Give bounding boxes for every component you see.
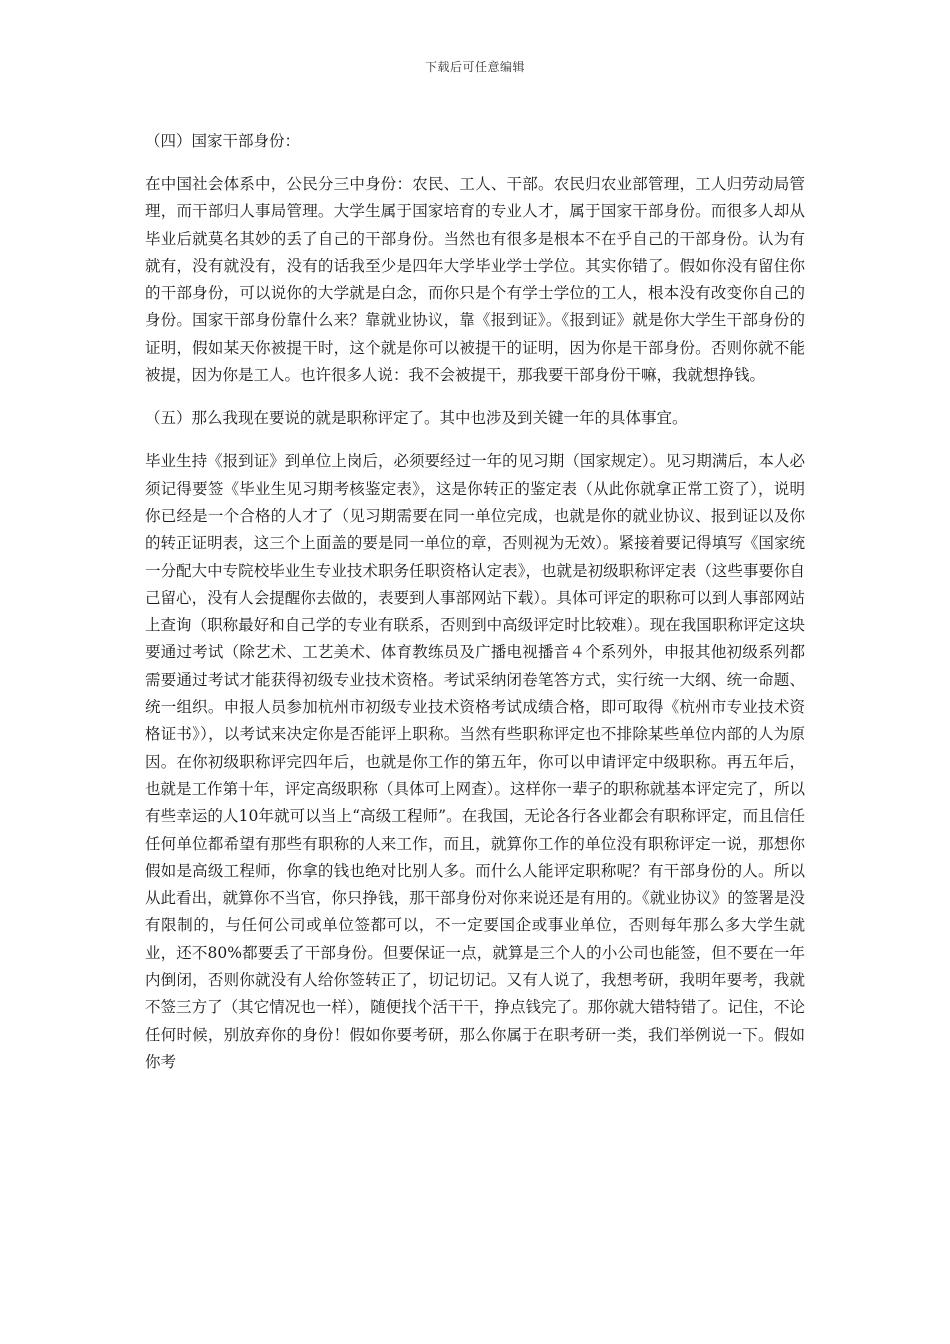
section-heading-5: （五）那么我现在要说的就是职称评定了。其中也涉及到关键一年的具体事宜。 [145, 409, 688, 428]
section-body-5: 毕业生持《报到证》到单位上岗后，必须要经过一年的见习期（国家规定）。见习期满后，本人必须记得要签《毕业生见习期考核鉴定表》，这是你转正的鉴定表（从此你就拿正常工资了），说明你已经是一个合格的人才了（见习期需要在同一单位完成，也就是你的就业协议、报到证以及你的转正证明表，这三个上面盖的要是同一单位的章，否则视为无效）。紧接着要记得填写《国家统一分配大中专院校毕业生专业技术职务任职资格认定表》，也就是初级职称评定表（这些事要你自己留心，没有人会提醒你去做的，表要到人事部网站下载）。具体可评定的职称可以到人事部网站上查询（职称最好和自己学的专业有联系，否则到中高级评定时比较难）。现在我国职称评定这块要通过考试（除艺术、工艺美术、体育教练员及广播电视播音４个系列外，申报其他初级系列都需要通过考试才能获得初级专业技术资格。考试采纳闭卷笔答方式，实行统一大纲、统一命题、统一组织。申报人员参加杭州市初级专业技术资格考试成绩合格，即可取得《杭州市专业技术资格证书》），以考试来决定你是否能评上职称。当然有些职称评定也不排除某些单位内部的人为原因。在你初级职称评完四年后，也就是你工作的第五年，你可以申请评定中级职称。再五年后，也就是工作第十年，评定高级职称（具体可上网查）。这样你一辈子的职称就基本评定完了，所以有些幸运的人10年就可以当上“高级工程师”。在我国，无论各行各业都会有职称评定，而且信任任何单位都希望有那些有职称的人来工作，而且，就算你工作的单位没有职称评定一说，那想你假如是高级工程师，你拿的钱也绝对比别人多。而什么人能评定职称呢？有干部身份的人。所以从此看出，就算你不当官，你只挣钱，那干部身份对你来说还是有用的。《就业协议》的签署是没有限制的，与任何公司或单位签都可以，不一定要国企或事业单位，否则每年那么多大学生就业，还不80%都要丢了干部身份。但要保证一点，就算是三个人的小公司也能签，但不要在一年内倒闭，否则你就没有人给你签转正了，切记切记。又有人说了，我想考研，我明年要考，我就不签三方了（其它情况也一样），随便找个活干干，挣点钱完了。那你就大错特错了。记住，不论任何时候，别放弃你的身份！假如你要考研，那么你属于在职考研一类，我们举例说一下。假如你考 [145, 452, 805, 1071]
page-header: 下载后可任意编辑 [424, 60, 525, 74]
section-heading-4: （四）国家干部身份： [145, 132, 301, 150]
section-body-4: 在中国社会体系中，公民分三中身份：农民、工人、干部。农民归农业部管理，工人归劳动局管理，而干部归人事局管理。大学生属于国家培育的专业人才，属于国家干部身份。而很多人却从毕业后就莫名其妙的丢了自己的干部身份。当然也有很多是根本不在乎自己的干部身份。认为有就有，没有就没有，没有的话我至少是四年大学毕业学士学位。其实你错了。假如你没有留住你的干部身份，可以说你的大学就是白念，而你只是个有学士学位的工人，根本没有改变你自己的身份。国家干部身份靠什么来？靠就业协议，靠《报到证》。《报到证》就是你大学生干部身份的证明，假如某天你被提干时，这个就是你可以被提干的证明，因为你是干部身份。否则你就不能被提，因为你是工人。也许很多人说：我不会被提干，那我要干部身份干嘛，我就想挣钱。 [145, 175, 805, 385]
document-body [145, 128, 805, 1092]
